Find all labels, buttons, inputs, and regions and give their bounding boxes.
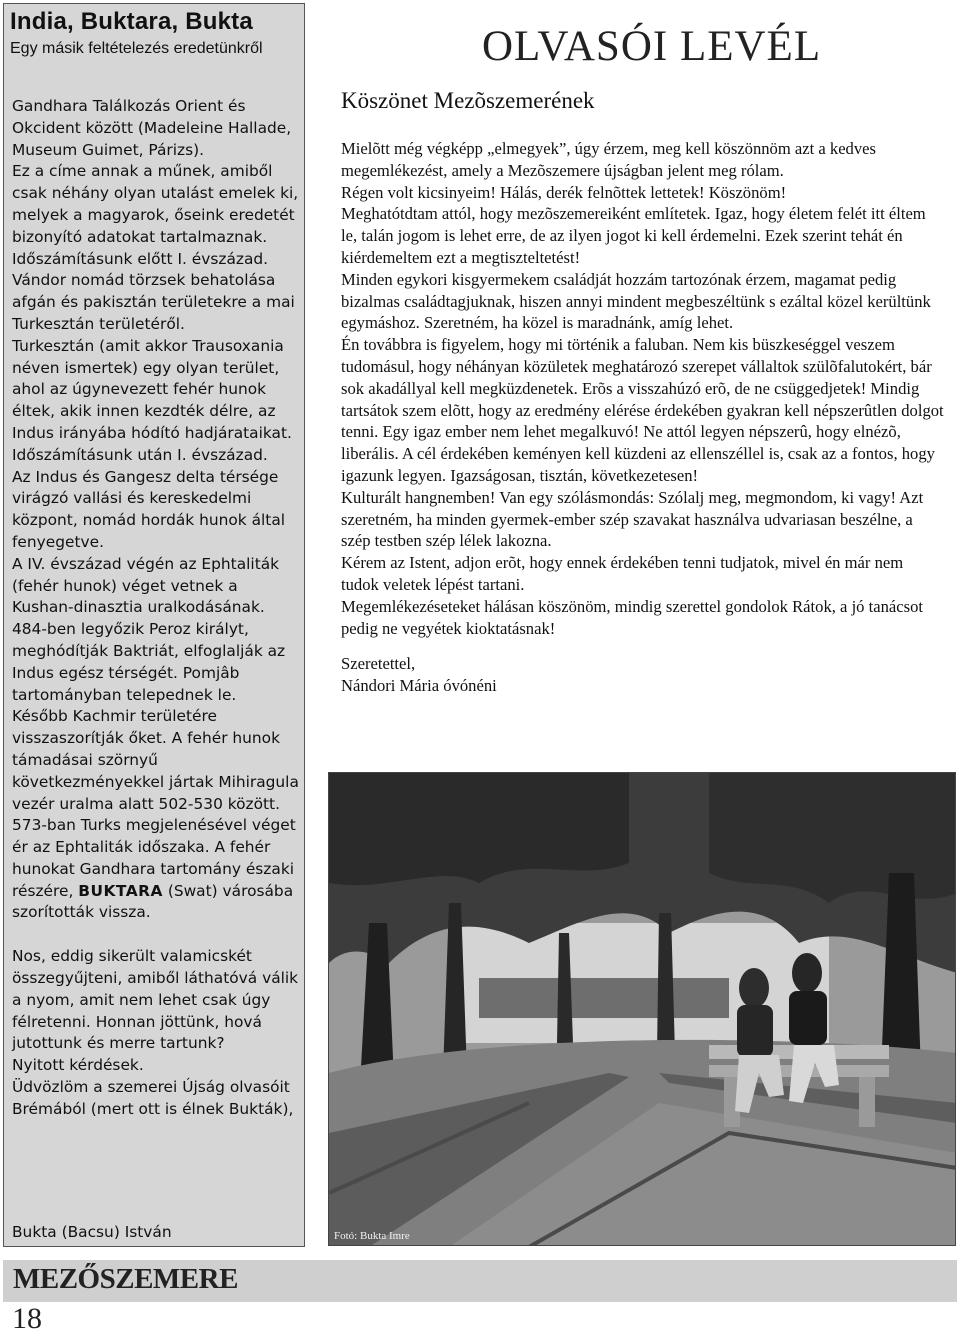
letter-body xyxy=(341,138,945,697)
park-photo xyxy=(328,772,956,1246)
letter-paragraph: Kulturált hangnemben! Van egy szólásmondás: Szólalj meg, megmondom, ki vagy! Azt szeretném, ha minden gyermek-ember szép szavakat használva udvariasan beszélne, a szép testben szép lélek lakozna. xyxy=(341,487,924,551)
letter-title: OLVASÓI LEVÉL xyxy=(482,23,822,70)
photo-illustration xyxy=(329,773,956,1246)
sidebar-paragraph-text: Később Kachmir területére visszaszorítják őket. A fehér hunok támadásai szörnyű következményekkel jártak Mihiragula vezér uralma alatt 502-530 között. 573-ban Turks megjelenésével véget ér az Ephtaliták időszaka. A fehér hunokat Gandhara tartomány északi részére, xyxy=(12,707,299,900)
paragraph-spacer xyxy=(341,639,945,653)
sidebar-paragraph: Időszámításunk után I. évszázad. xyxy=(12,445,268,464)
sidebar-paragraph xyxy=(12,706,304,924)
sidebar-paragraph-tail: (Swat) városába szorították vissza. xyxy=(12,881,294,922)
letter-paragraph: Meghatótdtam attól, hogy mezõszemereiként említetek. Igaz, hogy életem felét itt éltem le, talán jogom is lehet erre, de az ilyen jogot ki kell érdemelni. Ezek szerint tehát én kiérdemeltem ezt a megtiszteltetést! xyxy=(341,204,926,267)
sidebar-closing-paragraph: Nos, eddig sikerült valamicskét összegyűjteni, amiből láthatóvá válik a nyom, amit nem lehet csak úgy félretenni. Honnan jöttünk, hová jutottunk és merre tartunk? xyxy=(12,947,299,1053)
sidebar-keyword: BUKTARA xyxy=(78,881,163,900)
letter-paragraph: Mielõtt még végképp „elmegyek”, úgy érzem, meg kell köszönnöm azt a kedves megemlékezést, amely a Mezõszemere újságban jelent meg rólam. xyxy=(341,139,876,180)
sidebar-signature: Bukta (Bacsu) István xyxy=(12,1223,172,1241)
paragraph-spacer xyxy=(12,924,304,946)
letter-signature: Nándori Mária óvónéni xyxy=(341,676,497,696)
sidebar-paragraph: Gandhara Találkozás Orient és Okcident között (Madeleine Hallade, Museum Guimet, Párizs). xyxy=(12,97,292,159)
letter-closing: Szeretettel, xyxy=(341,654,416,674)
sidebar-closing-paragraph: Nyitott kérdések. xyxy=(12,1056,144,1075)
sidebar-paragraph: Turkesztán (amit akkor Trausoxania néven ismertek) egy olyan terület, ahol az úgynevezett fehér hunok éltek, akik innen kezdték délre, az Indus irányába hódító hadjárataikat. xyxy=(12,336,292,442)
letter-heading: Köszönet Mezõszemerének xyxy=(341,88,595,113)
sidebar-closing-paragraph: Üdvözlöm a szemerei Újság olvasóit Brémából (mert ott is élnek Bukták), xyxy=(12,1078,294,1118)
sidebar-subtitle: Egy másik feltételezés eredetünkről xyxy=(10,40,263,57)
page-number: 18 xyxy=(12,1302,42,1335)
sidebar-paragraph: Időszámításunk előtt I. évszázad. xyxy=(12,249,269,268)
sidebar-paragraph: 484-ben legyőzik Peroz királyt, meghódítják Baktriát, elfoglalják az Indus egész térségét. Pomjâb tartományban telepednek le. xyxy=(12,620,286,704)
letter-paragraph: Régen volt kicsinyeim! Hálás, derék felnõttek lettetek! Köszönöm! xyxy=(341,182,787,202)
sidebar-paragraph: A IV. évszázad végén az Ephtaliták (fehér hunok) véget vetnek a Kushan-dinasztia uralkodásának. xyxy=(12,554,280,617)
photo-credit: Fotó: Bukta Imre xyxy=(334,1230,410,1242)
sidebar-body xyxy=(12,96,304,1121)
publication-name: MEZŐSZEMERE xyxy=(13,1263,238,1295)
sidebar-title: India, Buktara, Bukta xyxy=(10,8,253,35)
sidebar-article xyxy=(3,3,305,1247)
letter-paragraph: Én továbbra is figyelem, hogy mi történik a faluban. Nem kis büszkeséggel veszem tudomásul, hogy néhányan közületek meghatározó szerepet vállaltok szülõfalutokért, bár sok akadállyal kell megküzdenetek. Erõs a visszahúzó erõ, de ne csüggedjetek! Mindig tartsátok szem elõtt, hogy az eredmény elérése érdekében gyakran kell népszerûtlen dolgot tenni. Egy igaz ember nem lehet megalkuvó! Ne attól legyen népszerû, hogy elnézõ, liberális. A cél érdekében keményen kell küzdeni az ellenszéllel is, csak az a fontos, hogy igazunk legyen. Igazságosan, tisztán, következetesen! xyxy=(341,335,944,485)
letter-paragraph: Megemlékezéseteket hálásan köszönöm, mindig szerettel gondolok Rátok, a jó tanácsot pedig ne vegyétek kioktatásnak! xyxy=(341,596,923,638)
letter-paragraph: Minden egykori kisgyermekem családját hozzám tartozónak érzem, magamat pedig bizalmas családtagjuknak, hiszen annyi mindent megbeszéltünk s ezáltal közel kerültünk egymáshoz. Szeretném, ha közel is maradnánk, amíg lehet. xyxy=(341,269,931,333)
sidebar-paragraph: Az Indus és Gangesz delta térsége virágzó vallási és kereskedelmi központ, nomád hordák hunok által fenyegetve. xyxy=(12,467,286,551)
letter-paragraph: Kérem az Istent, adjon erõt, hogy ennek érdekében tenni tudjatok, mivel én már nem tudok veletek lépést tartani. xyxy=(341,553,904,594)
footer-bar xyxy=(3,1260,957,1302)
sidebar-paragraph: Vándor nomád törzsek behatolása afgán és pakisztán területekre a mai Turkesztán területéről. xyxy=(12,271,295,333)
sidebar-paragraph: Ez a címe annak a műnek, amiből csak néhány olyan utalást emelek ki, melyek a magyarok, őseink eredetét bizonyító adatokat tartalmaznak. xyxy=(12,162,299,246)
